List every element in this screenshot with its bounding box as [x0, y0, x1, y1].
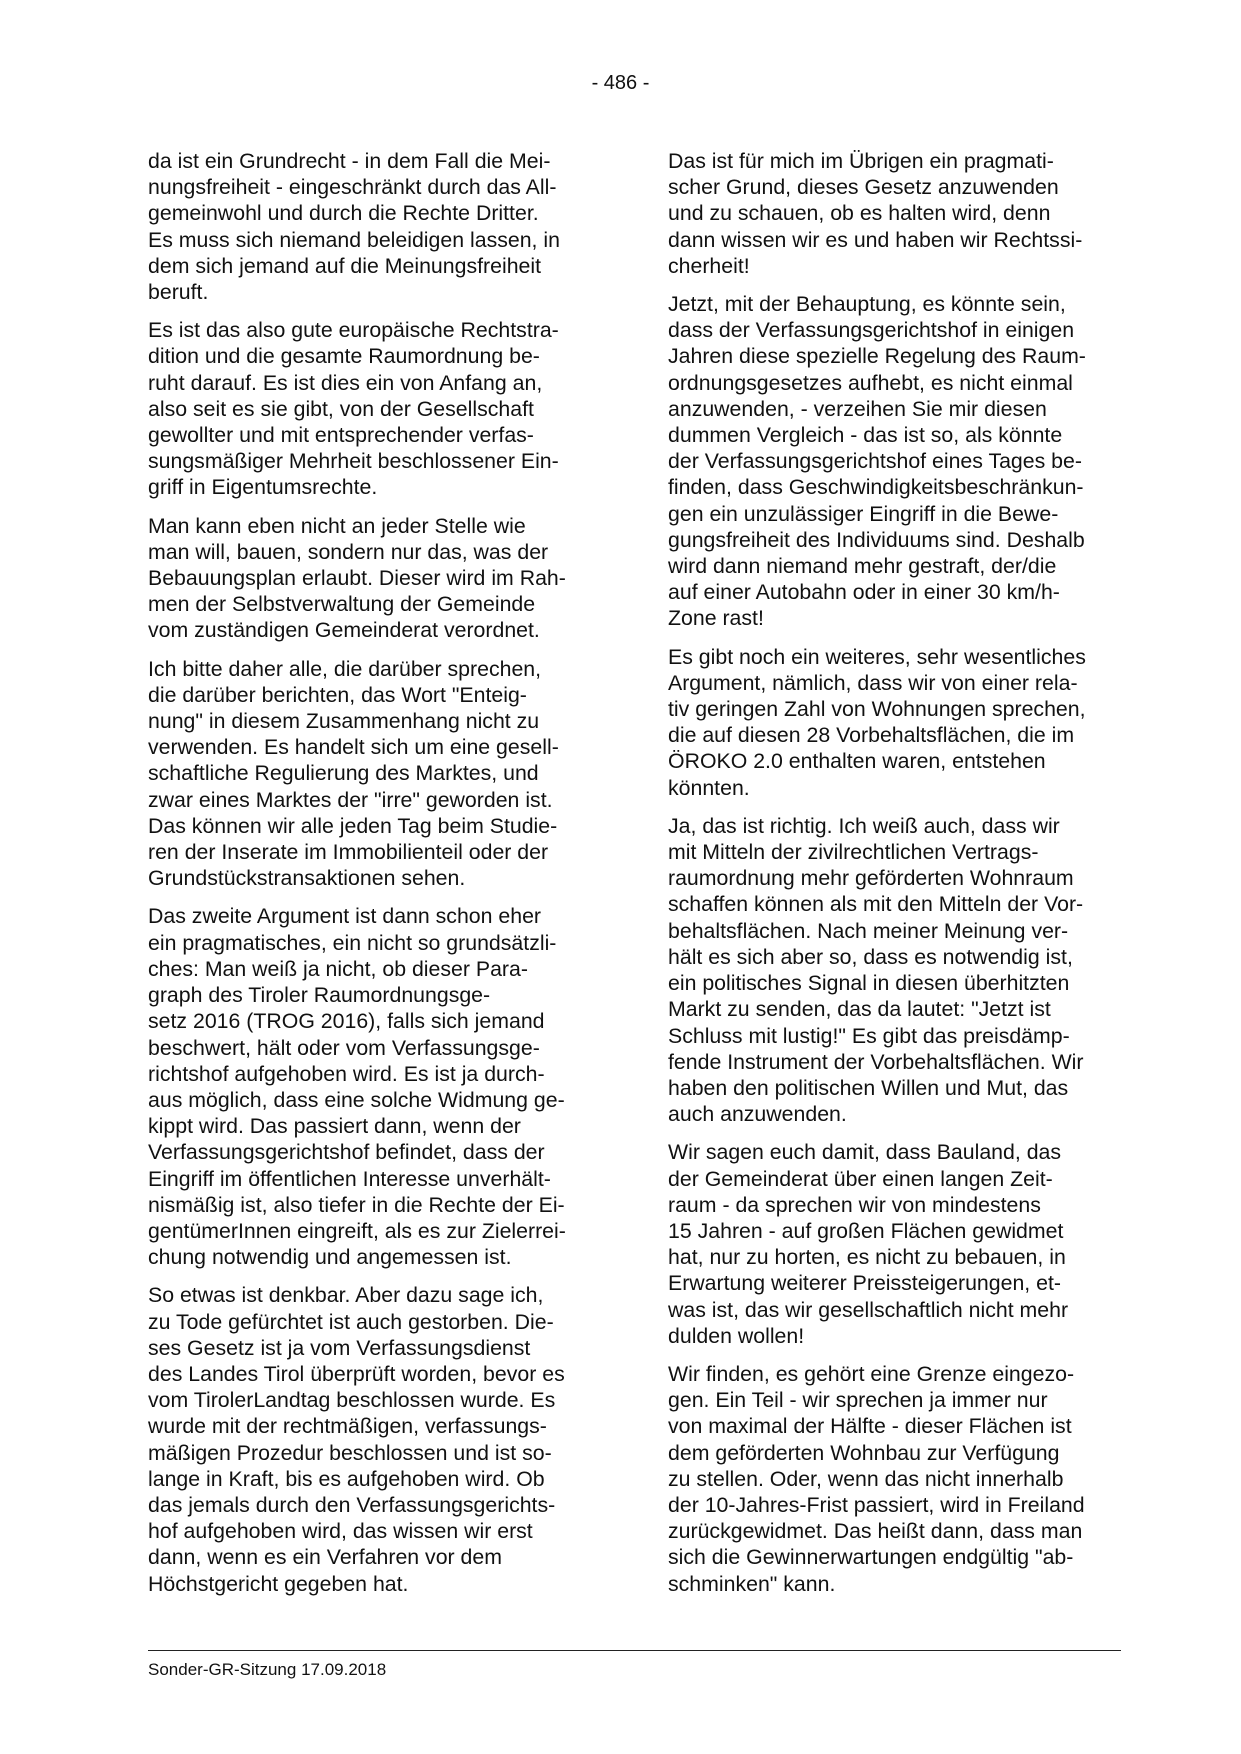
text-line: zurückgewidmet. Das heißt dann, dass man: [668, 1519, 1083, 1544]
text-line: scher Grund, dieses Gesetz anzuwenden: [668, 175, 1059, 200]
text-line: Grundstückstransaktionen sehen.: [148, 866, 466, 891]
text-line: Ja, das ist richtig. Ich weiß auch, dass wir: [668, 813, 1060, 838]
text-line: Eingriff im öffentlichen Interesse unverhält-: [148, 1166, 551, 1191]
text-line: sich die Gewinnerwartungen endgültig "ab-: [668, 1545, 1074, 1570]
text-line: Jahren diese spezielle Regelung des Raum-: [668, 344, 1086, 369]
text-line: aus möglich, dass eine solche Widmung ge-: [148, 1087, 565, 1112]
text-line: nungsfreiheit - eingeschränkt durch das All-: [148, 175, 557, 200]
text-line: gentümerInnen eingreift, als es zur Zielerrei-: [148, 1218, 566, 1243]
paragraph: [668, 1361, 1108, 1597]
text-line: behaltsflächen. Nach meiner Meinung ver-: [668, 918, 1069, 943]
text-line: ses Gesetz ist ja vom Verfassungsdienst: [148, 1335, 531, 1360]
text-line: chung notwendig und angemessen ist.: [148, 1245, 512, 1270]
text-line: men der Selbstverwaltung der Gemeinde: [148, 592, 536, 617]
page-number: - 486 -: [591, 72, 650, 94]
text-line: dummen Vergleich - das ist so, als könnte: [668, 423, 1063, 448]
text-line: zu Tode gefürchtet ist auch gestorben. Die-: [148, 1309, 554, 1334]
text-line: Es ist das also gute europäische Rechtstra-: [148, 318, 559, 343]
text-line: lange in Kraft, bis es aufgehoben wird. Ob: [148, 1466, 545, 1491]
paragraph: [148, 513, 588, 644]
text-line: der Gemeinderat über einen langen Zeit-: [668, 1166, 1053, 1191]
paragraph: [668, 1139, 1108, 1349]
text-line: dition und die gesamte Raumordnung be-: [148, 344, 540, 369]
paragraph: [668, 291, 1108, 632]
text-line: ein pragmatisches, ein nicht so grundsätzli-: [148, 930, 557, 955]
text-line: Das können wir alle jeden Tag beim Studie-: [148, 813, 558, 838]
text-line: anzuwenden, - verzeihen Sie mir diesen: [668, 396, 1047, 421]
text-line: was ist, das wir gesellschaftlich nicht mehr: [668, 1297, 1069, 1322]
text-line: des Landes Tirol überprüft worden, bevor es: [148, 1361, 565, 1386]
text-line: Zone rast!: [668, 606, 764, 631]
text-line: dulden wollen!: [668, 1323, 805, 1348]
text-line: dem geförderten Wohnbau zur Verfügung: [668, 1440, 1060, 1465]
text-line: die darüber berichten, das Wort "Enteig-: [148, 682, 527, 707]
text-line: nismäßig ist, also tiefer in die Rechte der Ei-: [148, 1192, 565, 1217]
text-line: Das zweite Argument ist dann schon eher: [148, 904, 542, 929]
footer-text: Sonder-GR-Sitzung 17.09.2018: [148, 1660, 387, 1679]
text-line: gen. Ein Teil - wir sprechen ja immer nur: [668, 1388, 1048, 1413]
text-line: auch anzuwenden.: [668, 1102, 847, 1127]
text-line: tiv geringen Zahl von Wohnungen sprechen,: [668, 697, 1086, 722]
text-line: da ist ein Grundrecht - in dem Fall die Mei-: [148, 149, 551, 173]
text-line: gemeinwohl und durch die Rechte Dritter.: [148, 201, 539, 226]
text-line: mit Mitteln der zivilrechtlichen Vertrags-: [668, 840, 1039, 865]
text-line: Markt zu senden, das da lautet: "Jetzt ist: [668, 997, 1051, 1022]
text-line: ren der Inserate im Immobilienteil oder der: [148, 840, 549, 865]
text-line: zwar eines Marktes der "irre" geworden ist.: [148, 787, 553, 812]
text-line: Es muss sich niemand beleidigen lassen, in: [148, 227, 560, 252]
text-line: verwenden. Es handelt sich um eine gesell-: [148, 735, 559, 760]
text-line: der Verfassungsgerichtshof eines Tages be-: [668, 449, 1082, 474]
text-line: richtshof aufgehoben wird. Es ist ja durch-: [148, 1061, 545, 1086]
text-line: fende Instrument der Vorbehaltsflächen. Wir: [668, 1049, 1084, 1074]
text-line: schminken" kann.: [668, 1571, 836, 1596]
text-line: nung" in diesem Zusammenhang nicht zu: [148, 709, 540, 734]
text-line: Bebauungsplan erlaubt. Dieser wird im Rah-: [148, 566, 566, 591]
text-line: graph des Tiroler Raumordnungsge-: [148, 983, 491, 1008]
text-line: schaffen können als mit den Mitteln der Vor-: [668, 892, 1084, 917]
text-line: Schluss mit lustig!" Es gibt das preisdämp-: [668, 1023, 1070, 1048]
text-line: vom TirolerLandtag beschlossen wurde. Es: [148, 1388, 556, 1413]
text-line: gen ein unzulässiger Eingriff in die Bewe-: [668, 501, 1059, 526]
text-line: Wir sagen euch damit, dass Bauland, das: [668, 1140, 1062, 1165]
text-line: wird dann niemand mehr gestraft, der/die: [668, 554, 1057, 579]
text-line: finden, dass Geschwindigkeitsbeschränkun-: [668, 475, 1084, 500]
text-line: ordnungsgesetzes aufhebt, es nicht einmal: [668, 370, 1073, 395]
text-line: So etwas ist denkbar. Aber dazu sage ich,: [148, 1283, 544, 1308]
text-line: Jetzt, mit der Behauptung, es könnte sein,: [668, 292, 1066, 317]
text-line: vom zuständigen Gemeinderat verordnet.: [148, 618, 540, 643]
text-line: cherheit!: [668, 253, 750, 278]
text-line: Argument, nämlich, dass wir von einer rela-: [668, 670, 1078, 695]
text-line: Wir finden, es gehört eine Grenze eingezo-: [668, 1361, 1075, 1386]
text-line: zu stellen. Oder, wenn das nicht innerhalb: [668, 1466, 1064, 1491]
text-line: Man kann eben nicht an jeder Stelle wie: [148, 513, 526, 538]
text-line: griff in Eigentumsrechte.: [148, 475, 378, 500]
text-line: ÖROKO 2.0 enthalten waren, entstehen: [668, 749, 1046, 774]
text-line: die auf diesen 28 Vorbehaltsflächen, die im: [668, 723, 1075, 748]
paragraph: [148, 148, 588, 305]
paragraph: [148, 1282, 588, 1596]
text-line: könnten.: [668, 775, 750, 800]
text-line: ein politisches Signal in diesen überhitzten: [668, 971, 1070, 996]
text-line: dann wissen wir es und haben wir Rechtssi-: [668, 227, 1083, 252]
text-line: dass der Verfassungsgerichtshof in einigen: [668, 318, 1075, 343]
text-line: man will, bauen, sondern nur das, was der: [148, 539, 549, 564]
right-column: [668, 148, 1108, 1609]
text-line: ruht darauf. Es ist dies ein von Anfang an,: [148, 370, 543, 395]
paragraph: [668, 813, 1108, 1127]
text-line: haben den politischen Willen und Mut, das: [668, 1075, 1069, 1100]
text-line: gungsfreiheit des Individuums sind. Deshalb: [668, 527, 1085, 552]
text-line: ches: Man weiß ja nicht, ob dieser Para-: [148, 956, 528, 981]
text-line: hat, nur zu horten, es nicht zu bebauen, in: [668, 1245, 1066, 1270]
text-line: auf einer Autobahn oder in einer 30 km/h-: [668, 580, 1060, 605]
text-line: sungsmäßiger Mehrheit beschlossener Ein-: [148, 449, 559, 474]
text-line: setz 2016 (TROG 2016), falls sich jemand: [148, 1009, 545, 1034]
text-line: Verfassungsgerichtshof befindet, dass der: [148, 1140, 545, 1165]
text-line: kippt wird. Das passiert dann, wenn der: [148, 1114, 521, 1139]
text-line: wurde mit der rechtmäßigen, verfassungs-: [148, 1414, 547, 1439]
paragraph: [148, 317, 588, 500]
paragraph: [148, 656, 588, 892]
text-line: hält es sich aber so, dass es notwendig ist,: [668, 944, 1073, 969]
text-line: der 10-Jahres-Frist passiert, wird in Freiland: [668, 1492, 1085, 1517]
text-line: gewollter und mit entsprechender verfas-: [148, 423, 534, 448]
text-line: von maximal der Hälfte - dieser Flächen ist: [668, 1414, 1072, 1439]
paragraph: [148, 903, 588, 1270]
footer-divider: [148, 1650, 1121, 1651]
text-line: mäßigen Prozedur beschlossen und ist so-: [148, 1440, 552, 1465]
text-line: und zu schauen, ob es halten wird, denn: [668, 201, 1051, 226]
text-line: beruft.: [148, 280, 209, 305]
paragraph: [668, 644, 1108, 801]
text-line: beschwert, hält oder vom Verfassungsge-: [148, 1035, 540, 1060]
text-line: Höchstgericht gegeben hat.: [148, 1571, 409, 1596]
text-line: das jemals durch den Verfassungsgerichts-: [148, 1492, 556, 1517]
text-line: schaftliche Regulierung des Marktes, und: [148, 761, 539, 786]
text-line: Ich bitte daher alle, die darüber sprechen,: [148, 656, 542, 681]
paragraph: [668, 148, 1108, 279]
text-line: Es gibt noch ein weiteres, sehr wesentliches: [668, 644, 1086, 669]
text-line: dem sich jemand auf die Meinungsfreiheit: [148, 253, 542, 278]
text-line: 15 Jahren - auf großen Flächen gewidmet: [668, 1218, 1064, 1243]
text-line: hof aufgehoben wird, das wissen wir erst: [148, 1519, 533, 1544]
text-line: raumordnung mehr geförderten Wohnraum: [668, 866, 1074, 891]
left-column: [148, 148, 588, 1609]
text-line: Das ist für mich im Übrigen ein pragmati-: [668, 149, 1054, 173]
text-line: dann, wenn es ein Verfahren vor dem: [148, 1545, 502, 1570]
text-line: also seit es sie gibt, von der Gesellschaft: [148, 396, 534, 421]
text-line: raum - da sprechen wir von mindestens: [668, 1192, 1041, 1217]
text-line: Erwartung weiterer Preissteigerungen, et-: [668, 1271, 1061, 1296]
